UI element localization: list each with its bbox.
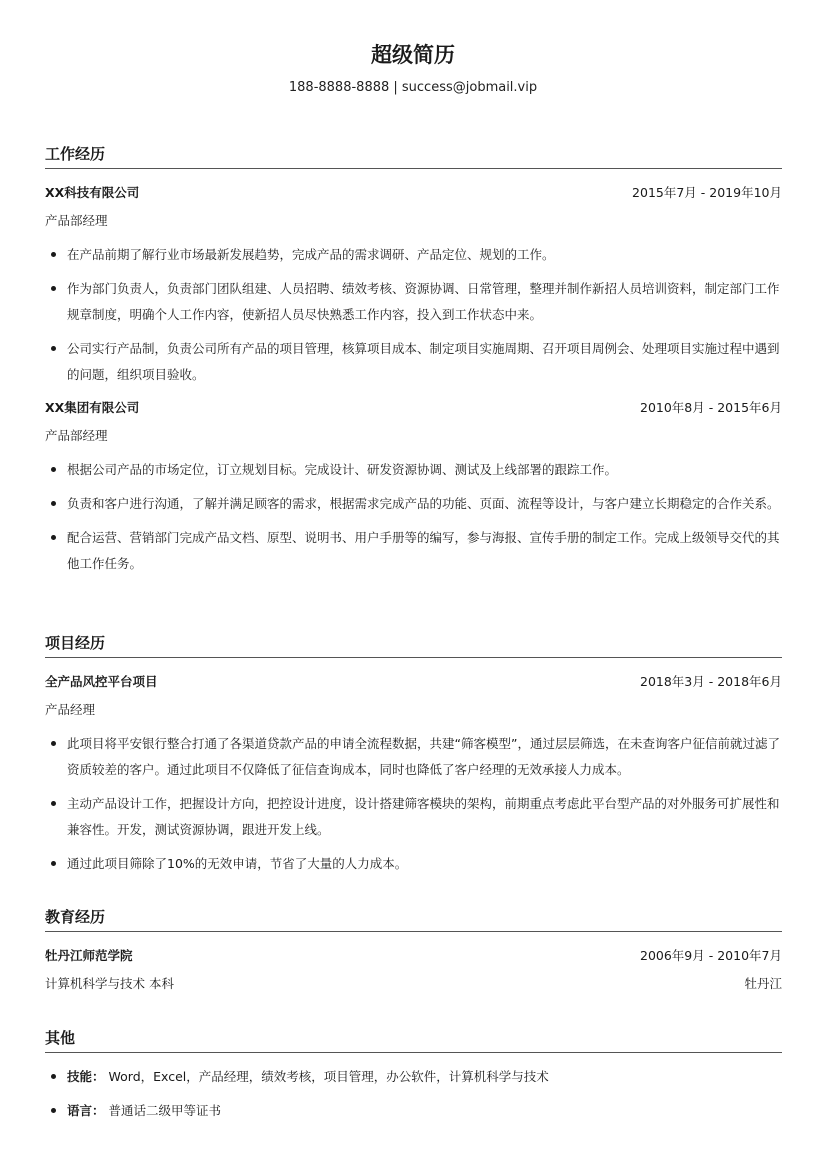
project-section [45, 632, 782, 871]
item-label: 语言： [67, 1103, 105, 1118]
list-item: 负责和客户进行沟通，了解并满足顾客的需求，根据需求完成产品的功能、页面、流程等设计，与客户建立长期稳定的合作关系。 [45, 491, 782, 517]
bullet-icon [51, 286, 56, 291]
bullet-icon [51, 1074, 56, 1079]
section-title: 项目经历 [45, 634, 106, 652]
section-divider [45, 657, 782, 658]
job-title: 产品部经理 [45, 213, 108, 228]
education-section [45, 906, 782, 991]
item-label: 技能： [67, 1069, 105, 1084]
list-item: 主动产品设计工作，把握设计方向，把控设计进度，设计搭建筛客模块的架构，前期重点考虑此平台型产品的对外服务可扩展性和兼容性。开发，测试资源协调，跟进开发上线。 [45, 791, 782, 843]
other-section [45, 1027, 782, 1118]
job-title: 产品部经理 [45, 428, 108, 443]
item-text: 普通话二级甲等证书 [108, 1103, 222, 1118]
skills-item [45, 1064, 782, 1090]
language-item [45, 1098, 782, 1124]
company-name: XX科技有限公司 [45, 185, 140, 200]
bullet-icon [51, 741, 56, 746]
section-title: 工作经历 [45, 145, 106, 163]
bullet-list [45, 1064, 782, 1132]
company-name: XX集团有限公司 [45, 400, 140, 415]
bullet-list [45, 242, 782, 396]
date-range: 2010年8月 - 2015年6月 [640, 400, 782, 415]
bullet-icon [51, 501, 56, 506]
resume-title: 超级简历 [371, 43, 455, 67]
list-item: 此项目将平安银行整合打通了各渠道贷款产品的申请全流程数据，共建“筛客模型”，通过层层筛选，在未查询客户征信前就过滤了资质较差的客户。通过此项目不仅降低了征信查询成本，同时也降低了客户经理的无效承接人力成本。 [45, 731, 782, 783]
bullet-icon [51, 1108, 56, 1113]
list-item: 通过此项目筛除了10%的无效申请，节省了大量的人力成本。 [45, 851, 782, 877]
bullet-icon [51, 861, 56, 866]
section-divider [45, 1052, 782, 1053]
item-text: Word，Excel，产品经理，绩效考核，项目管理，办公软件，计算机科学与技术 [108, 1069, 549, 1084]
bullet-icon [51, 535, 56, 540]
school-name: 牡丹江师范学院 [45, 948, 133, 963]
job-title: 产品经理 [45, 702, 96, 717]
section-title: 其他 [45, 1029, 76, 1047]
list-item: 根据公司产品的市场定位，订立规划目标。完成设计、研发资源协调、测试及上线部署的跟踪工作。 [45, 457, 782, 483]
work-section [45, 143, 782, 571]
list-item: 在产品前期了解行业市场最新发展趋势，完成产品的需求调研、产品定位、规划的工作。 [45, 242, 782, 268]
list-item: 配合运营、营销部门完成产品文档、原型、说明书、用户手册等的编写，参与海报、宣传手册的制定工作。完成上级领导交代的其他工作任务。 [45, 525, 782, 577]
list-item: 公司实行产品制，负责公司所有产品的项目管理，核算项目成本、制定项目实施周期、召开项目周例会、处理项目实施过程中遇到的问题，组织项目验收。 [45, 336, 782, 388]
section-divider [45, 931, 782, 932]
section-divider [45, 168, 782, 169]
section-title: 教育经历 [45, 908, 106, 926]
bullet-icon [51, 346, 56, 351]
bullet-icon [51, 252, 56, 257]
bullet-list [45, 457, 782, 585]
date-range: 2015年7月 - 2019年10月 [632, 185, 782, 200]
major-degree: 计算机科学与技术 本科 [45, 976, 174, 991]
project-name: 全产品风控平台项目 [45, 674, 158, 689]
bullet-list [45, 731, 782, 885]
bullet-icon [51, 801, 56, 806]
date-range: 2018年3月 - 2018年6月 [640, 674, 782, 689]
bullet-icon [51, 467, 56, 472]
school-location: 牡丹江 [744, 976, 782, 991]
date-range: 2006年9月 - 2010年7月 [640, 948, 782, 963]
list-item: 作为部门负责人，负责部门团队组建、人员招聘、绩效考核、资源协调、日常管理，整理并制作新招人员培训资料，制定部门工作规章制度，明确个人工作内容，使新招人员尽快熟悉工作内容，投入到工作状态中来。 [45, 276, 782, 328]
contact-info: 188-8888-8888 | success@jobmail.vip [288, 80, 538, 95]
